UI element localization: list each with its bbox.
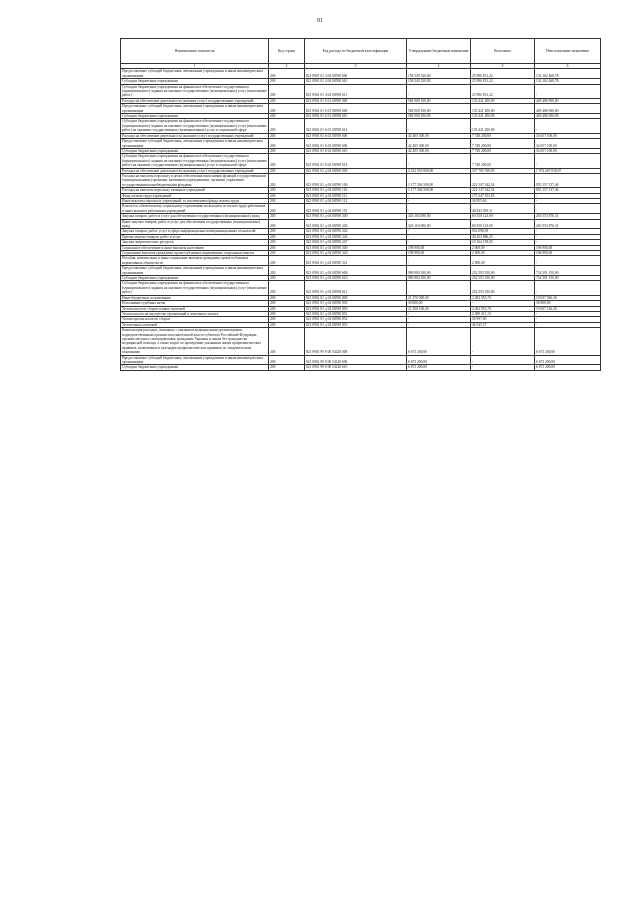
- row-indicator-name: Субсидии бюджетным учреждениям: [121, 114, 269, 119]
- row-classification-code: 821 0901 01 д 04 00590 853: [305, 322, 407, 327]
- table-body: [121, 69, 601, 370]
- row-executed: 2 000,00: [471, 245, 535, 250]
- row-indicator-name: Субсидии бюджетным учреждениям: [121, 148, 269, 153]
- row-approved: -: [407, 281, 471, 295]
- row-unexecuted: 6 673 200,00: [535, 365, 601, 370]
- row-line-code: 200: [269, 365, 305, 370]
- row-approved: 1 177 394 500,00: [407, 173, 471, 187]
- row-unexecuted: 955 157 137,46: [535, 173, 601, 187]
- row-line-code: 200: [269, 168, 305, 173]
- row-approved: 42 405 300,00: [407, 133, 471, 138]
- row-classification-code: 821 0901 01 6 02 00590 610: [305, 148, 407, 153]
- row-indicator-name: Прочая закупка товаров, работ и услуг: [121, 234, 269, 239]
- row-unexecuted: 449 486 900,00: [535, 104, 601, 114]
- header-unexecuted: Неисполненные назначения: [535, 39, 601, 64]
- row-unexecuted: 19 007 146,30: [535, 306, 601, 311]
- row-classification-code: 821 0901 01 д 04 00590 111: [305, 193, 407, 198]
- row-executed: 932 098,39: [471, 229, 535, 234]
- row-executed: 135 421 200,00: [471, 119, 535, 133]
- row-approved: -: [407, 204, 471, 214]
- row-indicator-name: Расходы на обеспечение деятельности (оказание услуг) государственных учреждений: [121, 168, 269, 173]
- row-unexecuted: 449 486 900,00: [535, 98, 601, 103]
- row-approved: 1 177 394 500,00: [407, 188, 471, 193]
- table-row: [121, 204, 601, 214]
- row-approved: 21 370 900,00: [407, 295, 471, 300]
- column-number: 3: [305, 64, 407, 69]
- row-approved: 42 405 300,00: [407, 139, 471, 149]
- row-indicator-name: Иные закупки товаров, работ и услуг для обеспечения государственных (муниципальных) нужд: [121, 219, 269, 229]
- row-executed: -: [471, 328, 535, 355]
- row-classification-code: 821 0901 01 д 04 00590 112: [305, 198, 407, 203]
- row-classification-code: 821 0901 01 д 04 00590 800: [305, 295, 407, 300]
- row-line-code: 200: [269, 306, 305, 311]
- row-indicator-name: Предоставление субсидий бюджетным, автономным учреждениям и иным некоммерческим организациям: [121, 355, 269, 365]
- row-executed: 60 550 123,69: [471, 214, 535, 219]
- row-approved: -: [407, 311, 471, 316]
- header-executed: Исполнено: [471, 39, 535, 64]
- row-indicator-name: Компенсация расходов, связанных с оказанием медицинскими организациями, подведомственными органам исполнительной власти субъектов Российской Федерации, органам местного самоуправления, гражданам Украины и лицам без гражданства медицинской помощи, а также затрат по проведению указанным лицам профилактических прививок, включенных в календарь профилактических прививок по эпидемическим показаниям: [121, 328, 269, 355]
- row-approved: -: [407, 84, 471, 98]
- row-executed: 175 247 553,83: [471, 193, 535, 198]
- row-indicator-name: Субсидии бюджетным учреждениям: [121, 365, 269, 370]
- row-approved: -: [407, 198, 471, 203]
- row-approved: 326 104 000,00: [407, 219, 471, 229]
- row-unexecuted: 196 900,00: [535, 245, 601, 250]
- table-row: [121, 281, 601, 295]
- row-indicator-name: Социальное обеспечение и иные выплаты населению: [121, 245, 269, 250]
- row-executed: 252 593 350,00: [471, 281, 535, 295]
- row-line-code: 200: [269, 229, 305, 234]
- row-unexecuted: 6 673 200,00: [535, 355, 601, 365]
- row-indicator-name: Уплата иных платежей: [121, 322, 269, 327]
- row-approved: -: [407, 154, 471, 168]
- row-unexecuted: -: [535, 204, 601, 214]
- row-indicator-name: Расходы на выплаты персоналу в целях обеспечения выполнения функций государственными (муниципальными) органами, казенными учреждениями, органами управления государственными внебюджетными фондами: [121, 173, 269, 187]
- row-classification-code: 821 0901 01 д 04 00590 247: [305, 240, 407, 245]
- row-approved: 6 673 200,00: [407, 355, 471, 365]
- row-executed: 7 748 200,00: [471, 148, 535, 153]
- table-header-row: [121, 39, 601, 64]
- row-line-code: 200: [269, 301, 305, 306]
- row-indicator-name: Предоставление субсидий бюджетным, автономным учреждениям и иным некоммерческим организациям: [121, 69, 269, 79]
- row-line-code: 200: [269, 322, 305, 327]
- row-line-code: 200: [269, 148, 305, 153]
- row-classification-code: 821 0901 01 д 04 00590 851: [305, 311, 407, 316]
- row-approved: 198 900,00: [407, 251, 471, 256]
- row-executed: 135 421 200,00: [471, 104, 535, 114]
- row-classification-code: 821 0901 01 д 04 00590 611: [305, 281, 407, 295]
- row-executed: 25 986 831,22: [471, 69, 535, 79]
- row-approved: 986 984 500,00: [407, 266, 471, 276]
- row-unexecuted: 19 037 946,30: [535, 295, 601, 300]
- table-row: [121, 104, 601, 114]
- row-executed: 2 492 953,70: [471, 295, 535, 300]
- row-executed: 19 164 139,05: [471, 240, 535, 245]
- row-line-code: 200: [269, 317, 305, 322]
- row-approved: 6 673 200,00: [407, 328, 471, 355]
- row-unexecuted: -: [535, 119, 601, 133]
- header-line-code: Код строки: [269, 39, 305, 64]
- table-row: [121, 119, 601, 133]
- row-executed: 252 593 350,00: [471, 266, 535, 276]
- row-approved: -: [407, 317, 471, 322]
- table-row: [121, 69, 601, 79]
- row-indicator-name: Социальные выплаты гражданам, кроме публичных нормативных социальных выплат: [121, 251, 269, 256]
- row-line-code: 200: [269, 133, 305, 138]
- row-unexecuted: 1 974 267 030,07: [535, 168, 601, 173]
- row-executed: 222 147 342,54: [471, 173, 535, 187]
- row-indicator-name: Закупка энергетических ресурсов: [121, 240, 269, 245]
- row-indicator-name: Расходы на обеспечение деятельности (оказание услуг) государственных учреждений: [121, 98, 269, 103]
- row-indicator-name: Предоставление субсидий бюджетным, автономным учреждениям и иным некоммерческим организациям: [121, 139, 269, 149]
- row-approved: 30 800,00: [407, 301, 471, 306]
- row-unexecuted: 265 553 876,31: [535, 214, 601, 219]
- row-executed: 222 147 342,54: [471, 188, 535, 193]
- header-classification-code: Код расхода по бюджетной классификации: [305, 39, 407, 64]
- row-approved: 986 984 500,00: [407, 276, 471, 281]
- row-indicator-name: Субсидии бюджетным учреждениям: [121, 276, 269, 281]
- row-line-code: 200: [269, 276, 305, 281]
- row-executed: 40 453 886,25: [471, 234, 535, 239]
- row-classification-code: 821 0901 01 д 04 00590 242: [305, 229, 407, 234]
- row-indicator-name: Иные бюджетные ассигнования: [121, 295, 269, 300]
- row-line-code: 200: [269, 139, 305, 149]
- row-line-code: 200: [269, 328, 305, 355]
- row-executed: 2 000,00: [471, 256, 535, 266]
- row-classification-code: 821 0901 01 д 04 00590 600: [305, 266, 407, 276]
- row-line-code: 200: [269, 240, 305, 245]
- row-line-code: 200: [269, 193, 305, 198]
- row-classification-code: 821 0901 01 д 04 00590 320: [305, 251, 407, 256]
- row-executed: 25 986 831,22: [471, 84, 535, 98]
- row-executed: 56 997,00: [471, 317, 535, 322]
- row-approved: -: [407, 229, 471, 234]
- budget-execution-table: [120, 38, 601, 371]
- row-line-code: 200: [269, 154, 305, 168]
- row-approved: 158 349 320,00: [407, 79, 471, 84]
- row-approved: 584 908 100,00: [407, 114, 471, 119]
- row-indicator-name: Уплата налогов, сборов и иных платежей: [121, 306, 269, 311]
- row-classification-code: 821 0901 99 9 00 54220 000: [305, 328, 407, 355]
- table-row: [121, 84, 601, 98]
- row-classification-code: 821 0901 01 4 04 00590 611: [305, 84, 407, 98]
- row-executed: 7 748 200,00: [471, 139, 535, 149]
- row-unexecuted: -: [535, 311, 601, 316]
- row-classification-code: 821 0901 01 д 04 00590 110: [305, 188, 407, 193]
- row-approved: 326 104 000,00: [407, 214, 471, 219]
- row-line-code: 200: [269, 204, 305, 214]
- row-executed: 46 843 093,11: [471, 204, 535, 214]
- row-unexecuted: -: [535, 322, 601, 327]
- row-unexecuted: 955 157 137,46: [535, 188, 601, 193]
- row-classification-code: 821 0901 01 6 01 00590 000: [305, 98, 407, 103]
- row-line-code: 200: [269, 234, 305, 239]
- row-line-code: 200: [269, 188, 305, 193]
- row-executed: 46 545,57: [471, 322, 535, 327]
- row-indicator-name: Предоставление субсидий бюджетным, автономным учреждениям и иным некоммерческим организациям: [121, 266, 269, 276]
- row-unexecuted: 30 800,00: [535, 301, 601, 306]
- row-unexecuted: -: [535, 281, 601, 295]
- row-unexecuted: 34 657 100,00: [535, 148, 601, 153]
- row-indicator-name: Уплата прочих налогов, сборов: [121, 317, 269, 322]
- row-indicator-name: Иные выплаты персоналу учреждений, за исключением фонда оплаты труда: [121, 198, 269, 203]
- row-classification-code: 821 0901 01 6 02 00590 000: [305, 133, 407, 138]
- row-line-code: 200: [269, 295, 305, 300]
- table-row: [121, 256, 601, 266]
- row-executed: 337 785 769,93: [471, 168, 535, 173]
- row-classification-code: 821 0901 01 д 04 00590 240: [305, 219, 407, 229]
- row-unexecuted: -: [535, 234, 601, 239]
- row-unexecuted: -: [535, 256, 601, 266]
- row-classification-code: 821 0901 01 д 04 00590 244: [305, 234, 407, 239]
- row-classification-code: 821 0901 99 9 00 54220 610: [305, 365, 407, 370]
- row-approved: 2 312 053 800,00: [407, 168, 471, 173]
- row-unexecuted: -: [535, 317, 601, 322]
- table-row: [121, 154, 601, 168]
- row-unexecuted: 265 553 876,31: [535, 219, 601, 229]
- row-unexecuted: -: [535, 193, 601, 198]
- row-executed: -: [471, 355, 535, 365]
- row-classification-code: 821 0901 01 6 02 00590 614: [305, 154, 407, 168]
- row-unexecuted: 734 391 150,00: [535, 276, 601, 281]
- row-executed: 2 389 411,13: [471, 311, 535, 316]
- table-row: [121, 173, 601, 187]
- row-indicator-name: Субсидии бюджетным учреждениям: [121, 79, 269, 84]
- row-approved: 198 900,00: [407, 245, 471, 250]
- row-executed: 2 492 953,70: [471, 306, 535, 311]
- row-line-code: 200: [269, 198, 305, 203]
- row-classification-code: 821 0901 01 д 04 00590 119: [305, 204, 407, 214]
- row-classification-code: 821 0901 01 д 04 00590 000: [305, 168, 407, 173]
- row-executed: 252 593 350,00: [471, 276, 535, 281]
- row-unexecuted: -: [535, 229, 601, 234]
- table-row: [121, 355, 601, 365]
- row-line-code: 200: [269, 251, 305, 256]
- row-classification-code: 821 0901 99 9 00 54220 600: [305, 355, 407, 365]
- row-line-code: 200: [269, 79, 305, 84]
- row-indicator-name: Расходы на обеспечение деятельности (оказание услуг) государственных учреждений: [121, 133, 269, 138]
- row-classification-code: 821 0901 01 4 04 00590 610: [305, 79, 407, 84]
- row-line-code: 200: [269, 69, 305, 79]
- row-approved: 158 349 320,00: [407, 69, 471, 79]
- row-unexecuted: 734 391 150,00: [535, 266, 601, 276]
- page-number: 91: [317, 18, 323, 24]
- row-classification-code: 821 0901 01 д 04 00590 850: [305, 306, 407, 311]
- row-line-code: 200: [269, 266, 305, 276]
- table-row: [121, 139, 601, 149]
- row-unexecuted: -: [535, 84, 601, 98]
- row-line-code: 200: [269, 245, 305, 250]
- row-approved: 42 405 300,00: [407, 148, 471, 153]
- row-indicator-name: Субсидии бюджетным учреждениям на финансовое обеспечение государственного (муниципального) задания на оказание государственных (муниципальных) услуг (выполнение работ) на оказание государственных (муниципальных) услуг в социальной сфере: [122, 154, 267, 168]
- row-approved: 6 673 200,00: [407, 365, 471, 370]
- row-classification-code: 821 0901 01 д 04 00590 200: [305, 214, 407, 219]
- row-unexecuted: -: [535, 198, 601, 203]
- row-approved: -: [407, 256, 471, 266]
- column-number: 5: [471, 64, 535, 69]
- row-approved: -: [407, 119, 471, 133]
- row-indicator-name: Взносы по обязательному социальному страхованию на выплаты по оплате труда работников и иные выплаты работникам учреждений: [121, 204, 269, 214]
- row-indicator-name: Субсидии бюджетным учреждениям на финансовое обеспечение государственного (муниципального) задания на оказание государственных (муниципальных) услуг (выполнение работ) на оказание государственных (муниципальных) услуг в социальной сфере: [122, 119, 267, 133]
- row-indicator-name: Фонд оплаты труда учреждений: [121, 193, 269, 198]
- row-classification-code: 821 0901 01 д 04 00590 830: [305, 301, 407, 306]
- row-indicator-name: Субсидии бюджетным учреждениям на финансовое обеспечение государственного (муниципального) задания на оказание государственных (муниципальных) услуг (выполнение работ): [122, 281, 267, 295]
- row-classification-code: 821 0901 01 6 02 00590 600: [305, 139, 407, 149]
- row-executed: 25 986 831,22: [471, 79, 535, 84]
- row-classification-code: 821 0901 01 д 04 00590 300: [305, 245, 407, 250]
- row-line-code: 200: [269, 256, 305, 266]
- row-classification-code: 821 0901 01 6 01 00590 610: [305, 114, 407, 119]
- row-line-code: 200: [269, 84, 305, 98]
- column-number: 2: [269, 64, 305, 69]
- row-unexecuted: 34 657 100,00: [535, 139, 601, 149]
- row-unexecuted: 132 162 468,78: [535, 69, 601, 79]
- row-line-code: 200: [269, 219, 305, 229]
- row-approved: 584 908 100,00: [407, 104, 471, 114]
- row-executed: 135 421 200,00: [471, 114, 535, 119]
- row-line-code: 200: [269, 355, 305, 365]
- row-indicator-name: Субсидии бюджетным учреждениям на финансовое обеспечение государственного (муниципального) задания на оказание государственных (муниципальных) услуг (выполнение работ): [122, 84, 267, 98]
- row-unexecuted: 132 162 468,78: [535, 79, 601, 84]
- row-line-code: 200: [269, 281, 305, 295]
- row-executed: 7 748 200,00: [471, 154, 535, 168]
- row-indicator-name: Закупка товаров, работ и услуг для обеспечения государственных (муниципальных) нужд: [121, 214, 269, 219]
- row-indicator-name: Расходы на выплаты персоналу казенных учреждений: [121, 188, 269, 193]
- row-indicator-name: Предоставление субсидий бюджетным, автономным учреждениям и иным некоммерческим организациям: [121, 104, 269, 114]
- table-row: [121, 219, 601, 229]
- row-line-code: 200: [269, 98, 305, 103]
- row-executed: 36 855,60: [471, 198, 535, 203]
- row-line-code: 200: [269, 173, 305, 187]
- header-indicator-name: Наименование показателя: [121, 39, 269, 64]
- row-unexecuted: 34 657 100,00: [535, 133, 601, 138]
- row-approved: 21 500 100,00: [407, 306, 471, 311]
- table-row: [121, 328, 601, 355]
- row-unexecuted: 6 673 200,00: [535, 328, 601, 355]
- row-executed: 135 421 200,00: [471, 98, 535, 103]
- row-classification-code: 821 0901 01 д 04 00590 100: [305, 173, 407, 187]
- row-line-code: 200: [269, 119, 305, 133]
- header-approved: Утвержденные бюджетные назначения: [407, 39, 471, 64]
- column-number: 4: [407, 64, 471, 69]
- table-row: [121, 266, 601, 276]
- row-approved: -: [407, 193, 471, 198]
- row-unexecuted: 196 900,00: [535, 251, 601, 256]
- row-indicator-name: Исполнение судебных актов: [121, 301, 269, 306]
- row-indicator-name: Пособия, компенсации и иные социальные выплаты гражданам, кроме публичных нормативных обязательств: [121, 256, 269, 266]
- row-unexecuted: -: [535, 240, 601, 245]
- row-classification-code: 821 0901 01 4 04 00590 600: [305, 69, 407, 79]
- row-classification-code: 821 0901 01 6 01 00590 600: [305, 104, 407, 114]
- row-line-code: 200: [269, 311, 305, 316]
- row-approved: -: [407, 234, 471, 239]
- row-unexecuted: 449 486 900,00: [535, 114, 601, 119]
- row-line-code: 200: [269, 114, 305, 119]
- row-indicator-name: Уплата налога на имущество организаций и земельного налога: [121, 311, 269, 316]
- column-number: 6: [535, 64, 601, 69]
- row-executed: 7 748 200,00: [471, 133, 535, 138]
- row-executed: -: [471, 301, 535, 306]
- row-approved: -: [407, 240, 471, 245]
- row-classification-code: 821 0901 01 д 04 00590 852: [305, 317, 407, 322]
- row-approved: 584 908 100,00: [407, 98, 471, 103]
- row-approved: -: [407, 322, 471, 327]
- row-classification-code: 821 0901 01 д 04 00590 321: [305, 256, 407, 266]
- row-line-code: 200: [269, 214, 305, 219]
- row-executed: -: [471, 365, 535, 370]
- row-classification-code: 821 0901 01 6 01 00590 614: [305, 119, 407, 133]
- row-indicator-name: Закупка товаров, работ, услуг в сфере информационно-коммуникационных технологий: [121, 229, 269, 234]
- row-line-code: 200: [269, 104, 305, 114]
- row-classification-code: 821 0901 01 д 04 00590 610: [305, 276, 407, 281]
- column-number: 1: [121, 64, 269, 69]
- row-executed: 2 000,00: [471, 251, 535, 256]
- row-executed: 60 550 123,69: [471, 219, 535, 229]
- row-unexecuted: -: [535, 154, 601, 168]
- table-row: [121, 365, 601, 370]
